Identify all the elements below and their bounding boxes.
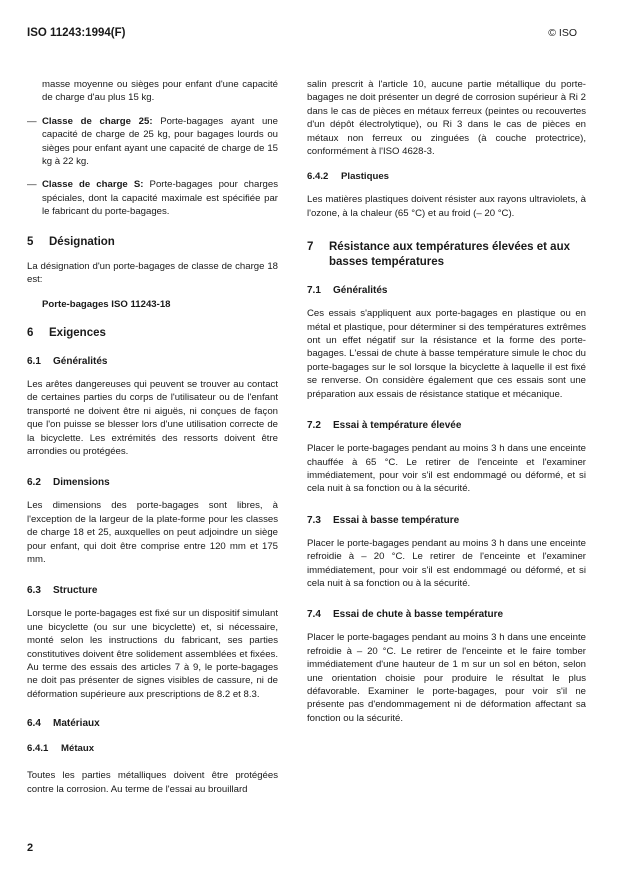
section-heading-6-1 [27, 355, 278, 368]
section-heading-7 [307, 240, 586, 270]
continued-paragraph: masse moyenne ou sièges pour enfant d'une capacité de charge d'au plus 15 kg. [42, 79, 278, 104]
paragraph: Les dimensions des porte-bagages sont libres, à l'exception de la largeur de la plate-forme pour les classes de charge 18 et 25, auxquelles on peut adjoindre un siège pour enfant, qui doit être comprise entre 120 mm et 175 mm. [27, 500, 278, 565]
paragraph: Lorsque le porte-bagages est fixé sur un dispositif simulant une bicyclette (ou sur une bicyclette) et, si nécessaire, monté selon les instructions du fabricant, ses parties constitutives doivent être solidement assemblées et fixées. Au terme des essais des articles 7 à 9, le porte-bagages ne doit pas présenter de signes visibles de cassure, ni de déformation supérieure aux prescriptions de 8.2 et 8.3. [27, 608, 278, 700]
section-title: Désignation [49, 235, 115, 248]
section-number: 7.3 [307, 514, 321, 526]
paragraph: Les arêtes dangereuses qui peuvent se trouver au contact de certaines parties du corps de l'utilisateur ou de l'enfant transporté ne doivent être ni aiguës, ni conçues de façon que l'on puisse se blesser lors d'une utilisation correcte de la bicyclette. Les extrémités des ressorts doivent être arrondies ou protégées. [27, 378, 278, 457]
section-heading-7-3 [307, 514, 586, 527]
section-title: Essai à température élevée [333, 420, 462, 432]
paragraph: Ces essais s'appliquent aux porte-bagages en plastique ou en métal et plastique, pour déterminer si des températures extrêmes ont un effet négatif sur la résistance et la forme des porte-bagages. L'essai de chute à basse température simule le choc du porte-bagages sur le sol lorsque la bicyclette à laquelle il est fixé se renverse. On considère également que ces essais sont une préparation aux essais de résistance statique et mécanique. [307, 308, 586, 400]
section-number: 6.3 [27, 585, 41, 597]
section-title: Métaux [61, 743, 95, 755]
section-number: 7.1 [307, 285, 321, 297]
section-title: Essai à basse température [333, 514, 460, 526]
section-number: 7.4 [307, 609, 321, 621]
section-heading-6-3 [27, 584, 278, 597]
section-number: 6.4.1 [27, 743, 49, 755]
paragraph: Toutes les parties métalliques doivent être protégées contre la corrosion. Au terme de l'essai au brouillard [27, 770, 278, 795]
definition: Porte-bagages ayant une capacité de charge de 25 kg, pour bagages lourds ou sièges pour enfant ayant une capacité de charge de 15 kg à 22 kg. [42, 115, 278, 168]
paragraph: Les matières plastiques doivent résister aux rayons ultraviolets, à l'ozone, à la chaleur (65 °C) et au froid (– 20 °C). [307, 194, 586, 219]
paragraph: Placer le porte-bagages pendant au moins 3 h dans une enceinte refroidie à – 20 °C. Le retirer de l'enceinte et le faire tomber immédiatement d'une hauteur de 1 m sur un sol en béton, selon une orientation choisie pour produire le résultat le plus défavorable. Examiner le porte-bagages, pour voir s'il ne présente pas d'endommagement ni de déformation affectant sa fonction ou la sécurité. [307, 632, 586, 724]
section-heading-6 [27, 326, 278, 341]
page-number: 2 [27, 842, 34, 854]
dash-bullet: — [27, 179, 37, 191]
section-title: Généralités [53, 355, 108, 367]
section-title: Exigences [49, 326, 106, 339]
section-title: Matériaux [53, 718, 100, 730]
list-item-text [42, 178, 278, 218]
definition: Porte-bagages pour charges spéciales, dont la capacité maximale est spécifiée par le fabricant du porte-bagages. [42, 179, 279, 218]
section-number: 7.2 [307, 420, 321, 432]
left-column [27, 78, 278, 796]
copyright-mark: © ISO [548, 27, 577, 39]
dash-bullet: — [27, 115, 37, 127]
paragraph: Placer le porte-bagages pendant au moins 3 h dans une enceinte refroidie à – 20 °C. Le retirer de l'enceinte et l'examiner immédiatement, pour voir s'il est endommagé ou déformé, et si cela nuit à sa fonction ou à la sécurité. [307, 537, 586, 589]
section-heading-6-4-2 [307, 170, 586, 183]
section-number: 6.1 [27, 355, 41, 367]
designation-example: Porte-bagages ISO 11243-18 [42, 299, 171, 311]
section-title: Essai de chute à basse température [333, 609, 504, 621]
section-heading-6-4-1 [27, 742, 278, 755]
section-number: 7 [307, 241, 314, 254]
section-heading-6-2 [27, 476, 278, 489]
section-title: Structure [53, 585, 98, 597]
section-number: 6.4 [27, 718, 41, 730]
term: Classe de charge 25: [42, 115, 153, 127]
section-heading-7-4 [307, 608, 586, 621]
section-title: Plastiques [341, 171, 389, 183]
standard-reference: ISO 11243:1994(F) [27, 27, 126, 39]
section-number: 6 [27, 326, 34, 339]
right-column [307, 78, 586, 725]
section-heading-6-4 [27, 717, 278, 730]
section-heading-7-2 [307, 419, 586, 432]
section-heading-7-1 [307, 284, 586, 297]
paragraph: La désignation d'un porte-bagages de classe de charge 18 est: [27, 260, 278, 286]
continued-paragraph: salin prescrit à l'article 10, aucune partie métallique du porte-bagages ne doit présenter un degré de corrosion supérieur à Ri 2 dans le cas de pièces en métaux ferreux (peintes ou recouvertes d'un dépôt électrolytique), ou Ri 3 dans le cas de pièces en métaux non ferreux ou zinguées (à couche protectrice), conformément à l'ISO 4628-3. [307, 79, 586, 158]
section-number: 5 [27, 235, 34, 248]
section-title: Généralités [333, 285, 388, 297]
list-item-load-class-s [27, 178, 278, 218]
list-item-text [42, 115, 278, 169]
section-number: 6.2 [27, 477, 41, 489]
paragraph: Placer le porte-bagages pendant au moins 3 h dans une enceinte chauffée à 65 °C. Le retirer de l'enceinte et l'examiner immédiatement, pour voir s'il est endommagé ou déformé, et si cela nuit à sa fonction ou à la sécurité. [307, 443, 586, 495]
term: Classe de charge S: [42, 179, 144, 191]
section-title: Dimensions [53, 477, 110, 489]
section-heading-5 [27, 235, 278, 250]
section-title: Résistance aux températures élevées et aux basses températures [329, 241, 570, 269]
list-item-load-class-25 [27, 115, 278, 169]
section-number: 6.4.2 [307, 171, 329, 183]
